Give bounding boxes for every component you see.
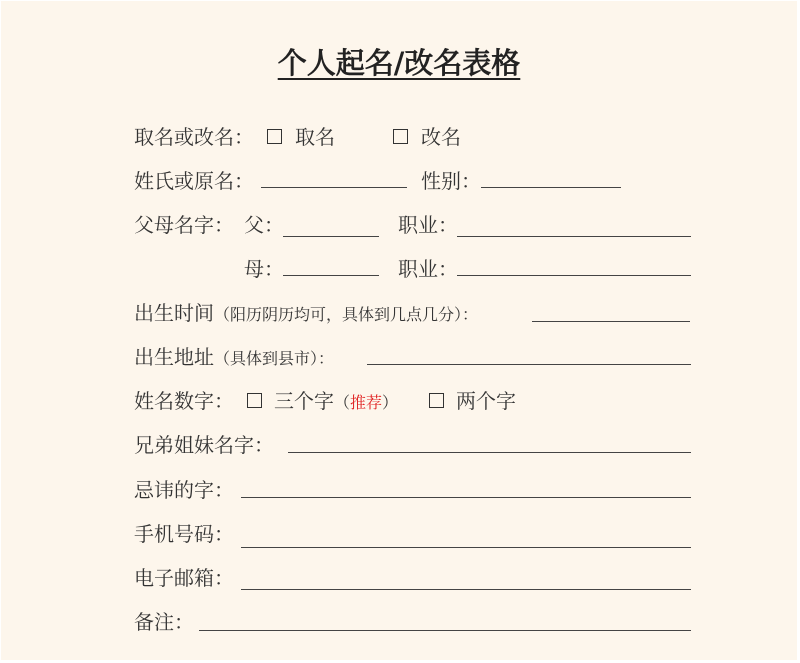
father-job-field[interactable] <box>457 236 691 237</box>
name-length-label: 姓名数字： <box>134 389 234 413</box>
siblings-label: 兄弟姐妹名字： <box>134 433 274 457</box>
remark-field[interactable] <box>199 630 691 631</box>
gender-field[interactable] <box>481 187 621 188</box>
birth-time-label: 出生时间（阳历阴历均可，具体到几点几分）： <box>134 301 479 325</box>
email-label: 电子邮箱： <box>134 566 234 590</box>
option-new-name: 取名 <box>295 125 335 149</box>
mother-label: 母： <box>244 257 284 281</box>
mother-job-field[interactable] <box>457 275 691 276</box>
birth-place-note: （具体到县市）： <box>214 349 335 368</box>
option-two-chars: 两个字 <box>456 389 516 413</box>
page-title: 个人起名/改名表格 <box>277 46 521 80</box>
father-job-label: 职业： <box>398 213 458 237</box>
checkbox-new-name[interactable] <box>267 129 282 144</box>
birth-time-field[interactable] <box>532 321 690 322</box>
birth-place-label: 出生地址（具体到县市）： <box>134 345 335 369</box>
email-field[interactable] <box>241 589 691 590</box>
birth-time-note: （阳历阴历均可，具体到几点几分）： <box>214 305 479 324</box>
surname-label: 姓氏或原名： <box>134 169 254 193</box>
taboo-label: 忌讳的字： <box>134 478 234 502</box>
gender-label: 性别： <box>421 169 481 193</box>
option-three-chars: 三个字（推荐） <box>274 389 399 413</box>
checkbox-rename[interactable] <box>393 129 408 144</box>
taboo-field[interactable] <box>241 497 691 498</box>
remark-label: 备注： <box>134 610 194 634</box>
checkbox-three-chars[interactable] <box>247 393 262 408</box>
mother-name-field[interactable] <box>283 275 379 276</box>
birth-place-field[interactable] <box>367 364 691 365</box>
checkbox-two-chars[interactable] <box>429 393 444 408</box>
siblings-field[interactable] <box>288 452 691 453</box>
phone-label: 手机号码： <box>134 522 234 546</box>
recommend-tag: 推荐 <box>350 393 383 412</box>
option-rename: 改名 <box>421 125 461 149</box>
father-name-field[interactable] <box>283 236 379 237</box>
mother-job-label: 职业： <box>398 257 458 281</box>
father-label: 父： <box>244 213 284 237</box>
surname-field[interactable] <box>261 187 407 188</box>
form-page <box>1 1 797 660</box>
choice-label: 取名或改名： <box>134 125 254 149</box>
parents-label: 父母名字： <box>134 213 234 237</box>
phone-field[interactable] <box>241 547 691 548</box>
